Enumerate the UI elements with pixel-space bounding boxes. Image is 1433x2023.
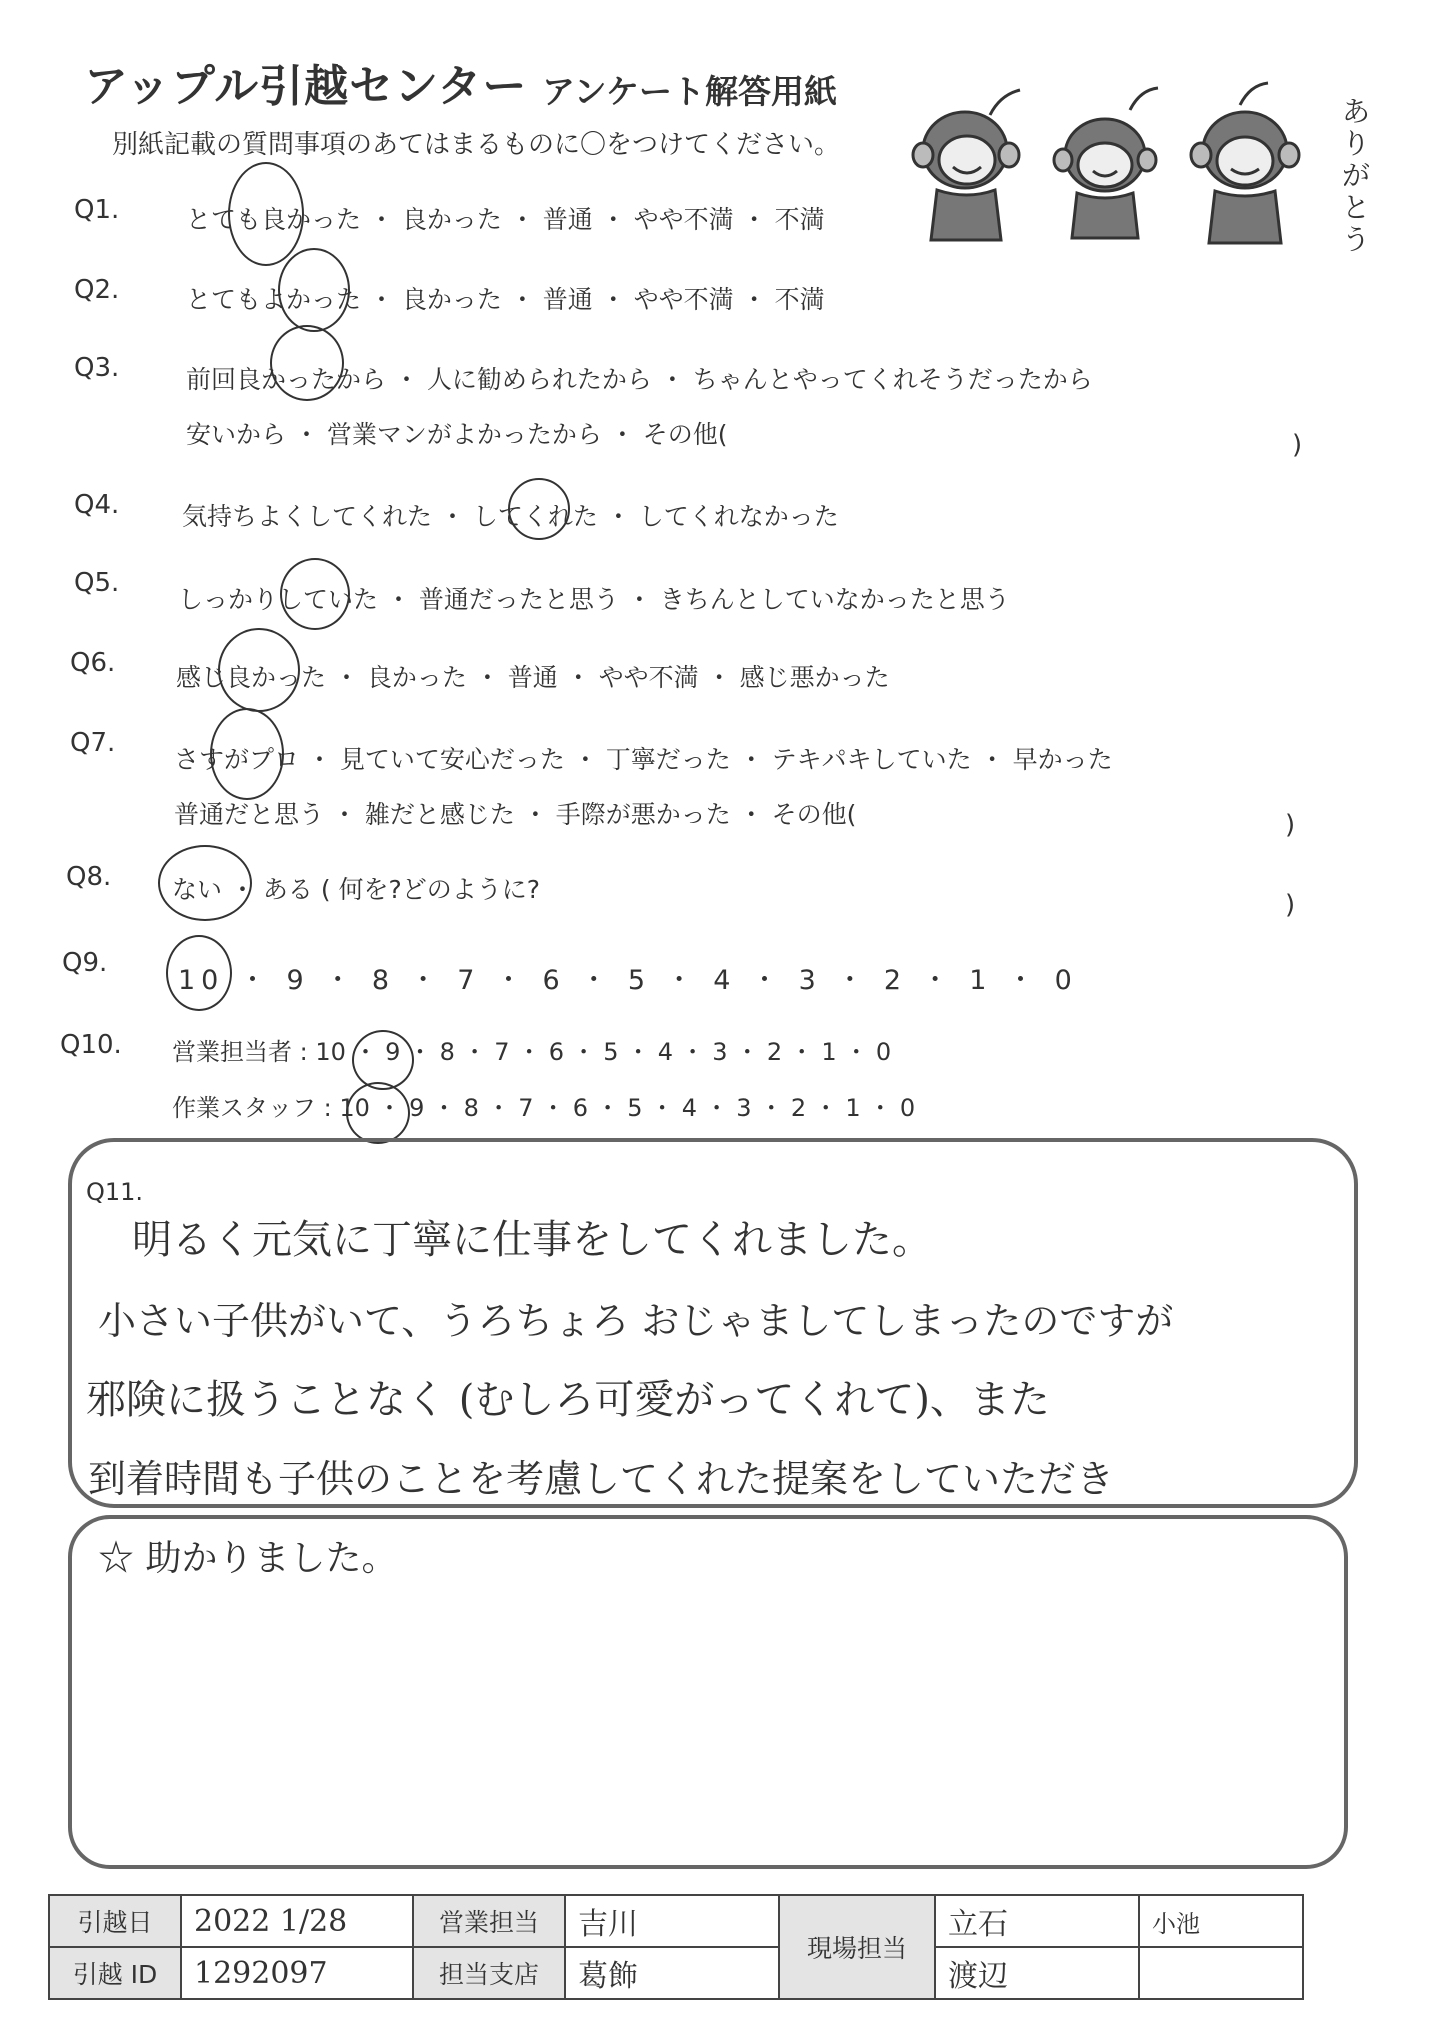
move-id-value: 1292097 — [181, 1947, 413, 1999]
site-staff-value-3: 渡辺 — [935, 1947, 1139, 1999]
answer-circle-q7 — [210, 708, 284, 800]
q1-number: Q1. — [74, 195, 120, 225]
q4-options: 気持ちよくしてくれた ・ してくれた ・ してくれなかった — [182, 502, 839, 531]
answer-circle-q6 — [218, 628, 300, 712]
sales-rep-label: 営業担当 — [413, 1895, 565, 1947]
answer-circle-q9 — [166, 935, 232, 1011]
move-id-label: 引越 ID — [49, 1947, 181, 1999]
comment-line-5: ☆ 助かりました。 — [98, 1538, 398, 1579]
footer-info-table — [48, 1894, 1304, 2000]
thanks-vertical-text: ありがとう — [1342, 95, 1371, 256]
q1-options: とても良かった ・ 良かった ・ 普通 ・ やや不満 ・ 不満 — [186, 205, 825, 234]
site-staff-label: 現場担当 — [779, 1895, 935, 1999]
site-staff-value-1: 立石 — [935, 1895, 1139, 1947]
q2-options: とてもよかった ・ 良かった ・ 普通 ・ やや不満 ・ 不満 — [186, 285, 825, 314]
q2-number: Q2. — [74, 275, 120, 305]
form-title: アンケート解答用紙 — [542, 72, 838, 111]
q7-options-line1: さすがプロ ・ 見ていて安心だった ・ 丁寧だった ・ テキパキしていた ・ 早かった — [174, 745, 1113, 774]
q4-number: Q4. — [74, 490, 120, 520]
q8-close-paren: ) — [1285, 890, 1296, 920]
q7-number: Q7. — [70, 728, 116, 758]
q6-number: Q6. — [70, 648, 116, 678]
q8-number: Q8. — [66, 862, 112, 892]
q5-options: しっかりしていた ・ 普通だったと思う ・ きちんとしていなかったと思う — [178, 585, 1010, 614]
comment-line-2: 小さい子供がいて、うろちょろ おじゃましてしまったのですが — [98, 1299, 1174, 1343]
answer-circle-q5 — [280, 558, 350, 630]
q9-number: Q9. — [62, 948, 108, 978]
answer-circle-q8 — [158, 845, 252, 921]
q10-staff-scale: 作業スタッフ : 10 ・ 9 ・ 8 ・ 7 ・ 6 ・ 5 ・ 4 ・ 3 ・ 2 ・ 1 ・ 0 — [172, 1094, 916, 1122]
monkey-mascot-illustration — [905, 75, 1375, 255]
site-staff-empty-cell — [1139, 1947, 1303, 1999]
q6-options: 感じ良かった ・ 良かった ・ 普通 ・ やや不満 ・ 感じ悪かった — [176, 663, 890, 692]
q10-sales-scale: 営業担当者 : 10 ・ 9 ・ 8 ・ 7 ・ 6 ・ 5 ・ 4 ・ 3 ・ 2 ・ 1 ・ 0 — [172, 1038, 892, 1066]
q9-scale: 10 ・ 9 ・ 8 ・ 7 ・ 6 ・ 5 ・ 4 ・ 3 ・ 2 ・ 1 ・ 0 — [178, 965, 1078, 996]
q7-options-line2: 普通だと思う ・ 雑だと感じた ・ 手際が悪かった ・ その他( — [174, 800, 857, 829]
sales-rep-value: 吉川 — [565, 1895, 779, 1947]
answer-circle-q3 — [270, 325, 344, 401]
branch-value: 葛飾 — [565, 1947, 779, 1999]
move-date-label: 引越日 — [49, 1895, 181, 1947]
q10-number: Q10. — [60, 1030, 122, 1060]
answer-circle-q10-staff — [346, 1082, 410, 1144]
answer-circle-q2 — [278, 248, 350, 332]
comment-line-1: 明るく元気に丁寧に仕事をしてくれました。 — [132, 1217, 932, 1263]
site-staff-value-2: 小池 — [1139, 1895, 1303, 1947]
instruction-text: 別紙記載の質問事項のあてはまるものに〇をつけてください。 — [112, 130, 841, 160]
answer-circle-q1 — [228, 162, 304, 266]
answer-circle-q10-sales — [352, 1030, 414, 1090]
q3-options-line1: 前回良かったから ・ 人に勧められたから ・ ちゃんとやってくれそうだったから — [186, 365, 1093, 394]
q3-number: Q3. — [74, 353, 120, 383]
q5-number: Q5. — [74, 568, 120, 598]
q8-options: ない ・ ある ( 何を?どのように? — [172, 875, 541, 904]
branch-label: 担当支店 — [413, 1947, 565, 1999]
company-name: アップル引越センター — [84, 61, 528, 112]
q3-close-paren: ) — [1292, 430, 1303, 460]
q7-close-paren: ) — [1285, 810, 1296, 840]
q11-label: Q11. — [86, 1178, 144, 1206]
comment-line-4: 到着時間も子供のことを考慮してくれた提案をしていただき — [88, 1457, 1115, 1501]
move-date-value: 2022 1/28 — [181, 1895, 413, 1947]
answer-circle-q4 — [508, 478, 570, 540]
comment-line-3: 邪険に扱うことなく (むしろ可愛がってくれて)、また — [86, 1377, 1050, 1423]
q3-options-line2: 安いから ・ 営業マンがよかったから ・ その他( — [186, 420, 728, 449]
